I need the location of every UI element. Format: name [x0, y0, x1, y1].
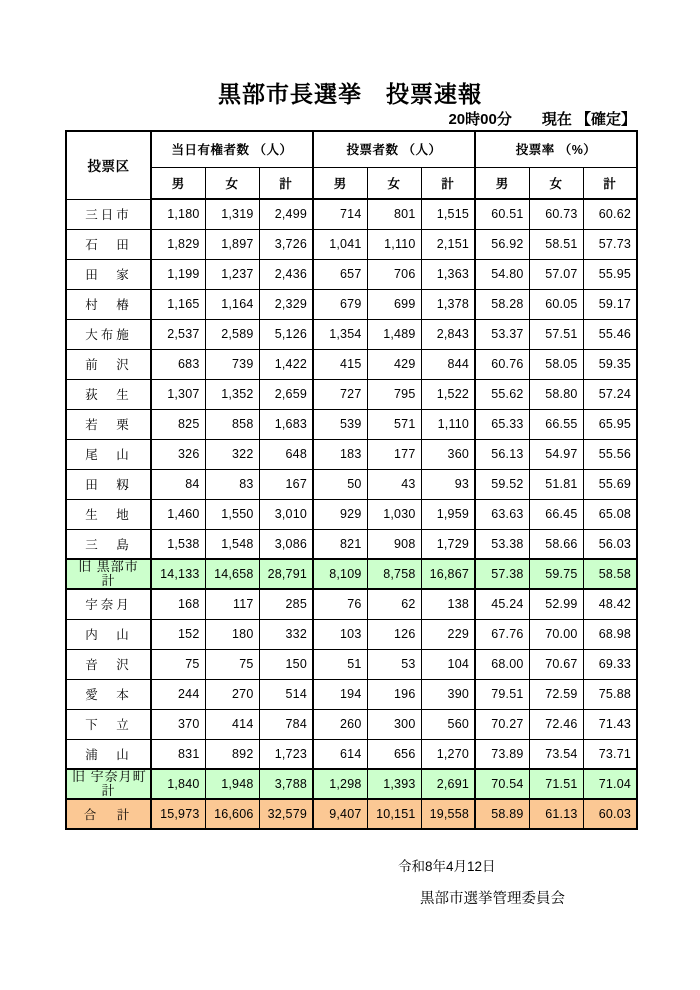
district-name-cell: 宇奈月: [66, 589, 151, 619]
data-cell: 3,788: [259, 769, 313, 799]
data-cell: 70.54: [475, 769, 529, 799]
data-cell: 59.17: [583, 289, 637, 319]
table-row: [66, 319, 637, 349]
data-cell: 1,352: [205, 379, 259, 409]
data-cell: 679: [313, 289, 367, 319]
data-cell: 1,270: [421, 739, 475, 769]
data-cell: 360: [421, 439, 475, 469]
district-name-cell: 愛 本: [66, 679, 151, 709]
data-cell: 183: [313, 439, 367, 469]
data-cell: 3,086: [259, 529, 313, 559]
data-cell: 167: [259, 469, 313, 499]
data-cell: 16,867: [421, 559, 475, 589]
table-row: [66, 349, 637, 379]
data-cell: 60.76: [475, 349, 529, 379]
data-cell: 1,897: [205, 229, 259, 259]
data-cell: 3,726: [259, 229, 313, 259]
data-cell: 57.51: [529, 319, 583, 349]
data-cell: 1,393: [367, 769, 421, 799]
data-cell: 326: [151, 439, 205, 469]
data-cell: 1,948: [205, 769, 259, 799]
data-cell: 1,363: [421, 259, 475, 289]
data-cell: 1,030: [367, 499, 421, 529]
data-cell: 103: [313, 619, 367, 649]
subheader-cast-male: 男: [313, 167, 367, 199]
data-cell: 196: [367, 679, 421, 709]
subheader-rate-total: 計: [583, 167, 637, 199]
data-cell: 68.98: [583, 619, 637, 649]
data-cell: 1,422: [259, 349, 313, 379]
table-header-group-row: [66, 131, 637, 167]
data-cell: 53: [367, 649, 421, 679]
data-cell: 138: [421, 589, 475, 619]
data-cell: 1,522: [421, 379, 475, 409]
table-row: [66, 259, 637, 289]
data-cell: 1,165: [151, 289, 205, 319]
data-cell: 117: [205, 589, 259, 619]
data-cell: 2,151: [421, 229, 475, 259]
data-cell: 57.38: [475, 559, 529, 589]
district-name-line2: 計: [101, 783, 116, 798]
district-name-cell: 合 計: [66, 799, 151, 829]
data-cell: 71.04: [583, 769, 637, 799]
column-group-eligible-voters: 当日有権者数 （人）: [151, 131, 313, 167]
data-cell: 415: [313, 349, 367, 379]
data-cell: 1,354: [313, 319, 367, 349]
data-cell: 539: [313, 409, 367, 439]
data-cell: 51: [313, 649, 367, 679]
data-cell: 892: [205, 739, 259, 769]
table-row: [66, 199, 637, 229]
district-name-cell: 浦 山: [66, 739, 151, 769]
data-cell: 150: [259, 649, 313, 679]
data-cell: 14,658: [205, 559, 259, 589]
data-cell: 2,659: [259, 379, 313, 409]
data-cell: 126: [367, 619, 421, 649]
data-cell: 14,133: [151, 559, 205, 589]
data-cell: 83: [205, 469, 259, 499]
district-name-cell: 音 沢: [66, 649, 151, 679]
table-row: [66, 799, 637, 829]
district-name-cell: [66, 559, 151, 589]
data-cell: 244: [151, 679, 205, 709]
subheader-cast-total: 計: [421, 167, 475, 199]
data-cell: 75: [151, 649, 205, 679]
data-cell: 1,110: [421, 409, 475, 439]
table-row: [66, 529, 637, 559]
district-name-cell: [66, 769, 151, 799]
data-cell: 93: [421, 469, 475, 499]
footer-issuer: 黒部市選挙管理委員会: [420, 891, 565, 907]
data-cell: 1,729: [421, 529, 475, 559]
data-cell: 929: [313, 499, 367, 529]
data-cell: 56.92: [475, 229, 529, 259]
data-cell: 32,579: [259, 799, 313, 829]
data-cell: 270: [205, 679, 259, 709]
table-row: [66, 439, 637, 469]
data-cell: 168: [151, 589, 205, 619]
data-cell: 1,110: [367, 229, 421, 259]
data-cell: 180: [205, 619, 259, 649]
page-title: 黒部市長選挙 投票速報: [218, 81, 482, 107]
data-cell: 10,151: [367, 799, 421, 829]
data-cell: 825: [151, 409, 205, 439]
data-cell: 56.13: [475, 439, 529, 469]
district-name-cell: 田 家: [66, 259, 151, 289]
data-cell: 54.97: [529, 439, 583, 469]
data-cell: 54.80: [475, 259, 529, 289]
data-cell: 614: [313, 739, 367, 769]
data-cell: 104: [421, 649, 475, 679]
data-cell: 429: [367, 349, 421, 379]
data-cell: 58.51: [529, 229, 583, 259]
data-cell: 55.46: [583, 319, 637, 349]
data-cell: 73.54: [529, 739, 583, 769]
data-cell: 727: [313, 379, 367, 409]
data-cell: 514: [259, 679, 313, 709]
data-cell: 1,164: [205, 289, 259, 319]
data-cell: 1,538: [151, 529, 205, 559]
district-name-cell: 尾 山: [66, 439, 151, 469]
data-cell: 683: [151, 349, 205, 379]
district-name-line1: 旧 黒部市: [78, 559, 139, 574]
data-cell: 1,723: [259, 739, 313, 769]
data-cell: 5,126: [259, 319, 313, 349]
table-row: [66, 379, 637, 409]
data-cell: 66.45: [529, 499, 583, 529]
data-cell: 71.43: [583, 709, 637, 739]
district-name-cell: 前 沢: [66, 349, 151, 379]
data-cell: 1,840: [151, 769, 205, 799]
data-cell: 9,407: [313, 799, 367, 829]
table-row: [66, 619, 637, 649]
data-cell: 60.05: [529, 289, 583, 319]
data-cell: 58.28: [475, 289, 529, 319]
data-cell: 62: [367, 589, 421, 619]
data-cell: 60.03: [583, 799, 637, 829]
data-cell: 59.35: [583, 349, 637, 379]
data-cell: 70.27: [475, 709, 529, 739]
data-cell: 2,589: [205, 319, 259, 349]
data-cell: 2,436: [259, 259, 313, 289]
district-name-cell: 若 栗: [66, 409, 151, 439]
data-cell: 1,489: [367, 319, 421, 349]
table-header: [66, 131, 637, 199]
table-row: [66, 769, 637, 799]
data-cell: 229: [421, 619, 475, 649]
column-group-turnout-rate: 投票率 （%）: [475, 131, 637, 167]
data-cell: 1,550: [205, 499, 259, 529]
data-cell: 51.81: [529, 469, 583, 499]
district-name-cell: 内 山: [66, 619, 151, 649]
data-cell: 2,329: [259, 289, 313, 319]
data-cell: 795: [367, 379, 421, 409]
data-cell: 844: [421, 349, 475, 379]
data-cell: 45.24: [475, 589, 529, 619]
district-name-cell: 荻 生: [66, 379, 151, 409]
data-cell: 1,460: [151, 499, 205, 529]
data-cell: 75: [205, 649, 259, 679]
data-cell: 858: [205, 409, 259, 439]
data-cell: 784: [259, 709, 313, 739]
data-cell: 58.58: [583, 559, 637, 589]
data-cell: 60.62: [583, 199, 637, 229]
table-row: [66, 649, 637, 679]
data-cell: 657: [313, 259, 367, 289]
results-table-container: [65, 130, 636, 830]
data-cell: 70.67: [529, 649, 583, 679]
district-name-line1: 旧 宇奈月町: [72, 769, 147, 784]
data-cell: 58.05: [529, 349, 583, 379]
table-row: [66, 289, 637, 319]
data-cell: 53.37: [475, 319, 529, 349]
data-cell: 801: [367, 199, 421, 229]
district-name-cell: 三 島: [66, 529, 151, 559]
data-cell: 285: [259, 589, 313, 619]
subheader-eligible-male: 男: [151, 167, 205, 199]
data-cell: 194: [313, 679, 367, 709]
data-cell: 67.76: [475, 619, 529, 649]
data-cell: 332: [259, 619, 313, 649]
data-cell: 58.80: [529, 379, 583, 409]
data-cell: 571: [367, 409, 421, 439]
table-body: [66, 199, 637, 829]
data-cell: 76: [313, 589, 367, 619]
district-name-cell: 生 地: [66, 499, 151, 529]
data-cell: 1,180: [151, 199, 205, 229]
voting-results-table: [65, 130, 638, 830]
data-cell: 390: [421, 679, 475, 709]
data-cell: 322: [205, 439, 259, 469]
data-cell: 60.51: [475, 199, 529, 229]
subheader-cast-female: 女: [367, 167, 421, 199]
data-cell: 73.71: [583, 739, 637, 769]
subheader-eligible-total: 計: [259, 167, 313, 199]
data-cell: 1,307: [151, 379, 205, 409]
data-cell: 70.00: [529, 619, 583, 649]
data-cell: 56.03: [583, 529, 637, 559]
data-cell: 1,683: [259, 409, 313, 439]
data-cell: 75.88: [583, 679, 637, 709]
district-name-line2: 計: [101, 573, 116, 588]
data-cell: 52.99: [529, 589, 583, 619]
subheader-rate-female: 女: [529, 167, 583, 199]
data-cell: 908: [367, 529, 421, 559]
data-cell: 648: [259, 439, 313, 469]
data-cell: 16,606: [205, 799, 259, 829]
data-cell: 152: [151, 619, 205, 649]
data-cell: 28,791: [259, 559, 313, 589]
data-cell: 72.59: [529, 679, 583, 709]
data-cell: 699: [367, 289, 421, 319]
data-cell: 66.55: [529, 409, 583, 439]
data-cell: 1,548: [205, 529, 259, 559]
data-cell: 19,558: [421, 799, 475, 829]
table-row: [66, 229, 637, 259]
table-row: [66, 679, 637, 709]
data-cell: 656: [367, 739, 421, 769]
data-cell: 260: [313, 709, 367, 739]
data-cell: 55.69: [583, 469, 637, 499]
data-cell: 43: [367, 469, 421, 499]
table-row: [66, 559, 637, 589]
table-row: [66, 709, 637, 739]
data-cell: 15,973: [151, 799, 205, 829]
data-cell: 68.00: [475, 649, 529, 679]
district-name-cell: 三日市: [66, 199, 151, 229]
table-header-sub-row: [66, 167, 637, 199]
data-cell: 84: [151, 469, 205, 499]
data-cell: 59.75: [529, 559, 583, 589]
column-header-district: 投票区: [66, 131, 151, 199]
data-cell: 739: [205, 349, 259, 379]
data-cell: 706: [367, 259, 421, 289]
data-cell: 73.89: [475, 739, 529, 769]
data-cell: 55.56: [583, 439, 637, 469]
data-cell: 79.51: [475, 679, 529, 709]
data-cell: 714: [313, 199, 367, 229]
data-cell: 1,319: [205, 199, 259, 229]
data-cell: 71.51: [529, 769, 583, 799]
table-row: [66, 499, 637, 529]
data-cell: 57.07: [529, 259, 583, 289]
data-cell: 1,298: [313, 769, 367, 799]
table-row: [66, 469, 637, 499]
data-cell: 57.24: [583, 379, 637, 409]
data-cell: 65.33: [475, 409, 529, 439]
data-cell: 65.08: [583, 499, 637, 529]
data-cell: 60.73: [529, 199, 583, 229]
data-cell: 55.95: [583, 259, 637, 289]
data-cell: 821: [313, 529, 367, 559]
district-name-cell: 石 田: [66, 229, 151, 259]
data-cell: 1,959: [421, 499, 475, 529]
data-cell: 1,515: [421, 199, 475, 229]
district-name-cell: 大布施: [66, 319, 151, 349]
data-cell: 65.95: [583, 409, 637, 439]
data-cell: 63.63: [475, 499, 529, 529]
data-cell: 57.73: [583, 229, 637, 259]
data-cell: 50: [313, 469, 367, 499]
district-name-cell: 田 籾: [66, 469, 151, 499]
data-cell: 1,237: [205, 259, 259, 289]
data-cell: 58.89: [475, 799, 529, 829]
data-cell: 53.38: [475, 529, 529, 559]
subheader-rate-male: 男: [475, 167, 529, 199]
data-cell: 72.46: [529, 709, 583, 739]
data-cell: 560: [421, 709, 475, 739]
data-cell: 3,010: [259, 499, 313, 529]
data-cell: 2,537: [151, 319, 205, 349]
data-cell: 69.33: [583, 649, 637, 679]
data-cell: 1,041: [313, 229, 367, 259]
data-cell: 414: [205, 709, 259, 739]
data-cell: 55.62: [475, 379, 529, 409]
table-row: [66, 409, 637, 439]
table-row: [66, 589, 637, 619]
footer-date: 令和8年4月12日: [398, 859, 496, 874]
subheader-eligible-female: 女: [205, 167, 259, 199]
data-cell: 370: [151, 709, 205, 739]
data-cell: 8,758: [367, 559, 421, 589]
data-cell: 2,843: [421, 319, 475, 349]
data-cell: 2,499: [259, 199, 313, 229]
data-cell: 1,829: [151, 229, 205, 259]
timestamp-status: 20時00分 現在 【確定】: [448, 111, 636, 128]
district-name-cell: 下 立: [66, 709, 151, 739]
data-cell: 1,378: [421, 289, 475, 319]
data-cell: 61.13: [529, 799, 583, 829]
column-group-votes-cast: 投票者数 （人）: [313, 131, 475, 167]
data-cell: 831: [151, 739, 205, 769]
data-cell: 300: [367, 709, 421, 739]
data-cell: 1,199: [151, 259, 205, 289]
data-cell: 177: [367, 439, 421, 469]
data-cell: 48.42: [583, 589, 637, 619]
data-cell: 8,109: [313, 559, 367, 589]
data-cell: 2,691: [421, 769, 475, 799]
table-row: [66, 739, 637, 769]
data-cell: 58.66: [529, 529, 583, 559]
district-name-cell: 村 椿: [66, 289, 151, 319]
data-cell: 59.52: [475, 469, 529, 499]
